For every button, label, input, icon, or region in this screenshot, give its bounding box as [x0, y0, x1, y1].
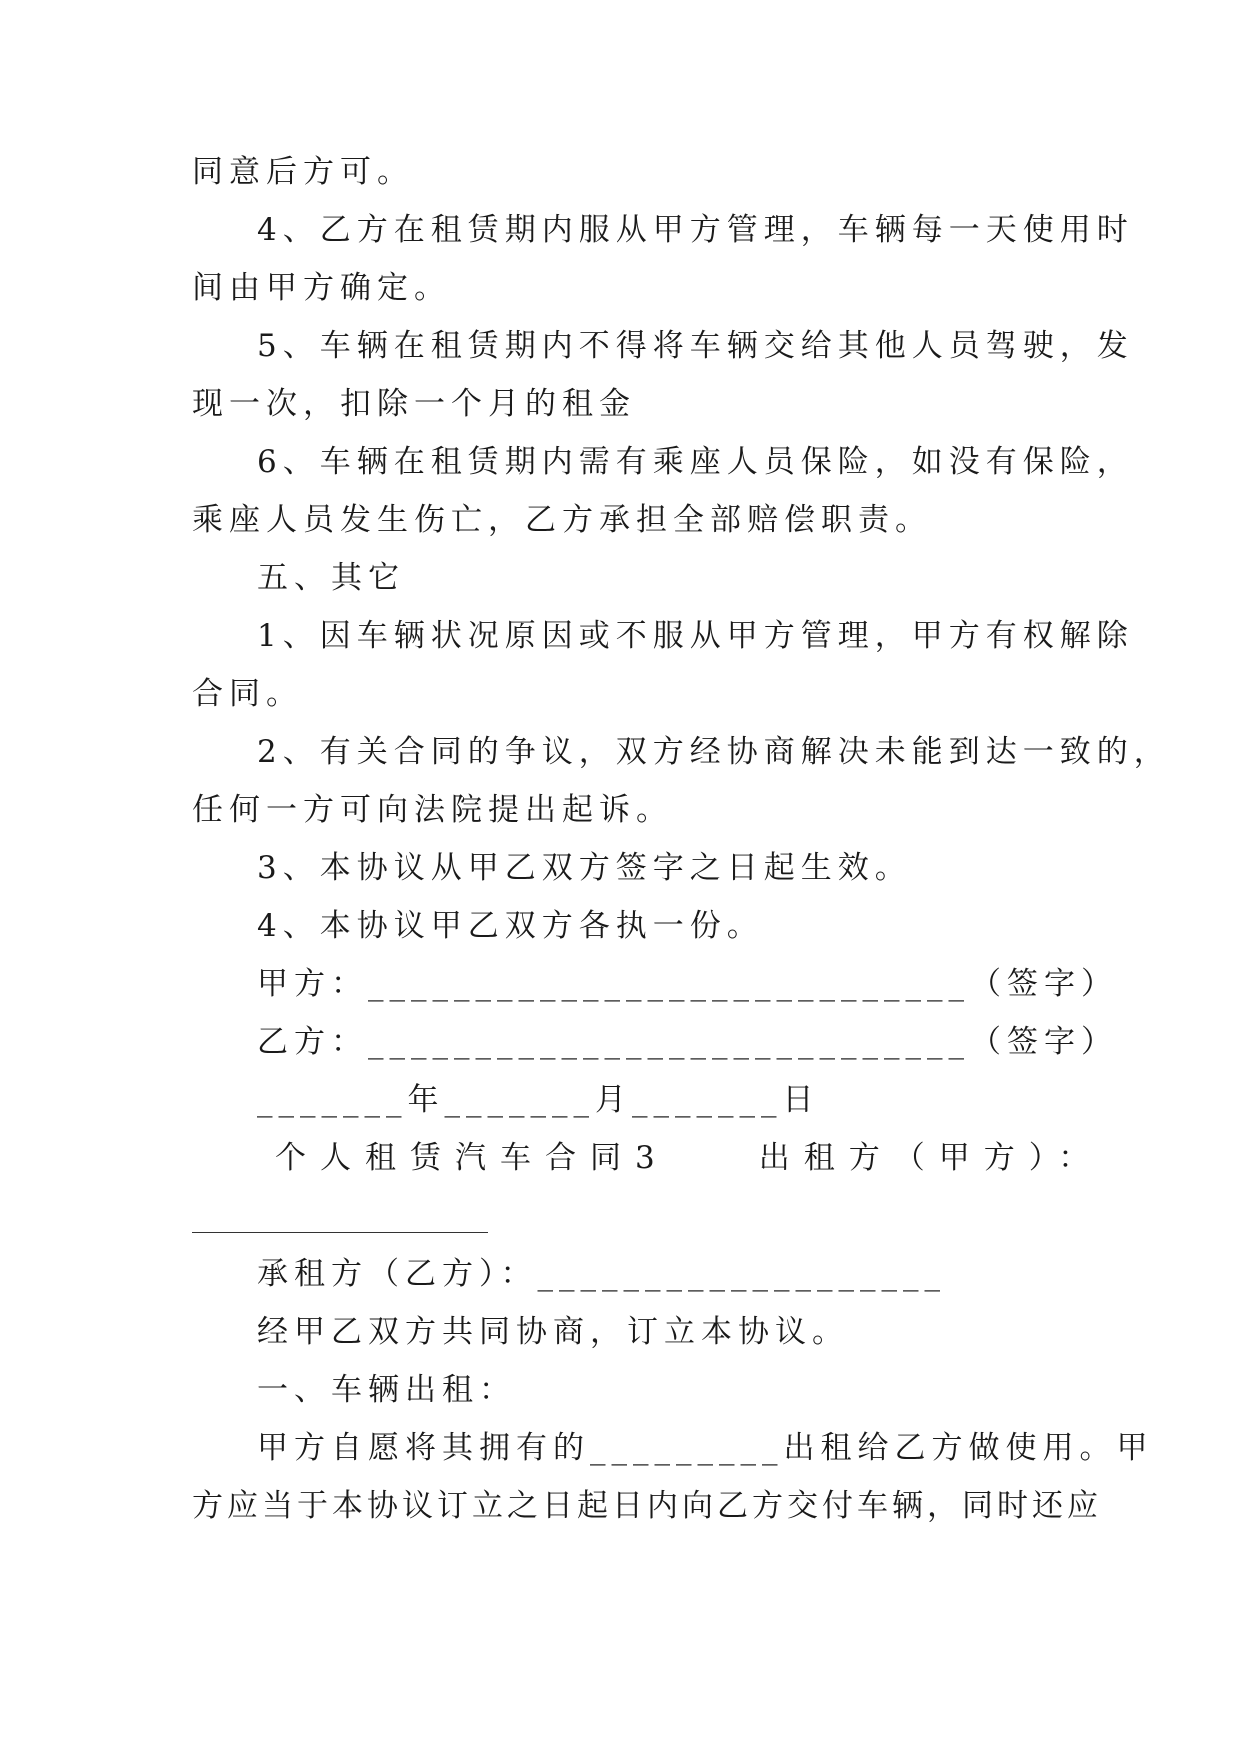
text-line: 同意后方可。: [192, 154, 414, 190]
lessor-blank-rule: [192, 1232, 488, 1233]
text-line: 1、因车辆状况原因或不服从甲方管理，甲方有权解除: [257, 618, 1134, 654]
text-line: 3、本协议从甲乙双方签字之日起生效。: [257, 850, 912, 886]
text-line: 合同。: [192, 676, 303, 712]
text-line: 间由甲方确定。: [192, 270, 451, 306]
text-line: 2、有关合同的争议，双方经协商解决未能到达一致的，: [257, 734, 1171, 770]
text-line: 6、车辆在租赁期内需有乘座人员保险，如没有保险，: [257, 444, 1134, 480]
text-line: 现一次，扣除一个月的租金: [192, 386, 636, 422]
section-heading: 一、车辆出租：: [257, 1372, 516, 1408]
party-a-signature-line: 甲方：____________________________（签字）: [257, 966, 1118, 1002]
text-line: 方应当于本协议订立之日起日内向乙方交付车辆，同时还应: [192, 1488, 1102, 1524]
date-line: _______年_______月_______日: [257, 1082, 820, 1118]
text-line: 4、乙方在租赁期内服从甲方管理，车辆每一天使用时: [257, 212, 1134, 248]
text-line: 4、本协议甲乙双方各执一份。: [257, 908, 764, 944]
section-heading: 五、其它: [257, 560, 405, 596]
contract-title-line: 个人租赁汽车合同3 出租方（甲方）：: [275, 1140, 1104, 1176]
lessee-line: 承租方（乙方）：___________________: [257, 1256, 946, 1292]
text-line: 任何一方可向法院提出起诉。: [192, 792, 673, 828]
party-b-signature-line: 乙方：____________________________（签字）: [257, 1024, 1118, 1060]
text-line: 甲方自愿将其拥有的_________出租给乙方做使用。甲: [257, 1430, 1154, 1466]
text-line: 5、车辆在租赁期内不得将车辆交给其他人员驾驶，发: [257, 328, 1134, 364]
text-line: 经甲乙双方共同协商，订立本协议。: [257, 1314, 849, 1350]
text-line: 乘座人员发生伤亡，乙方承担全部赔偿职责。: [192, 502, 932, 538]
